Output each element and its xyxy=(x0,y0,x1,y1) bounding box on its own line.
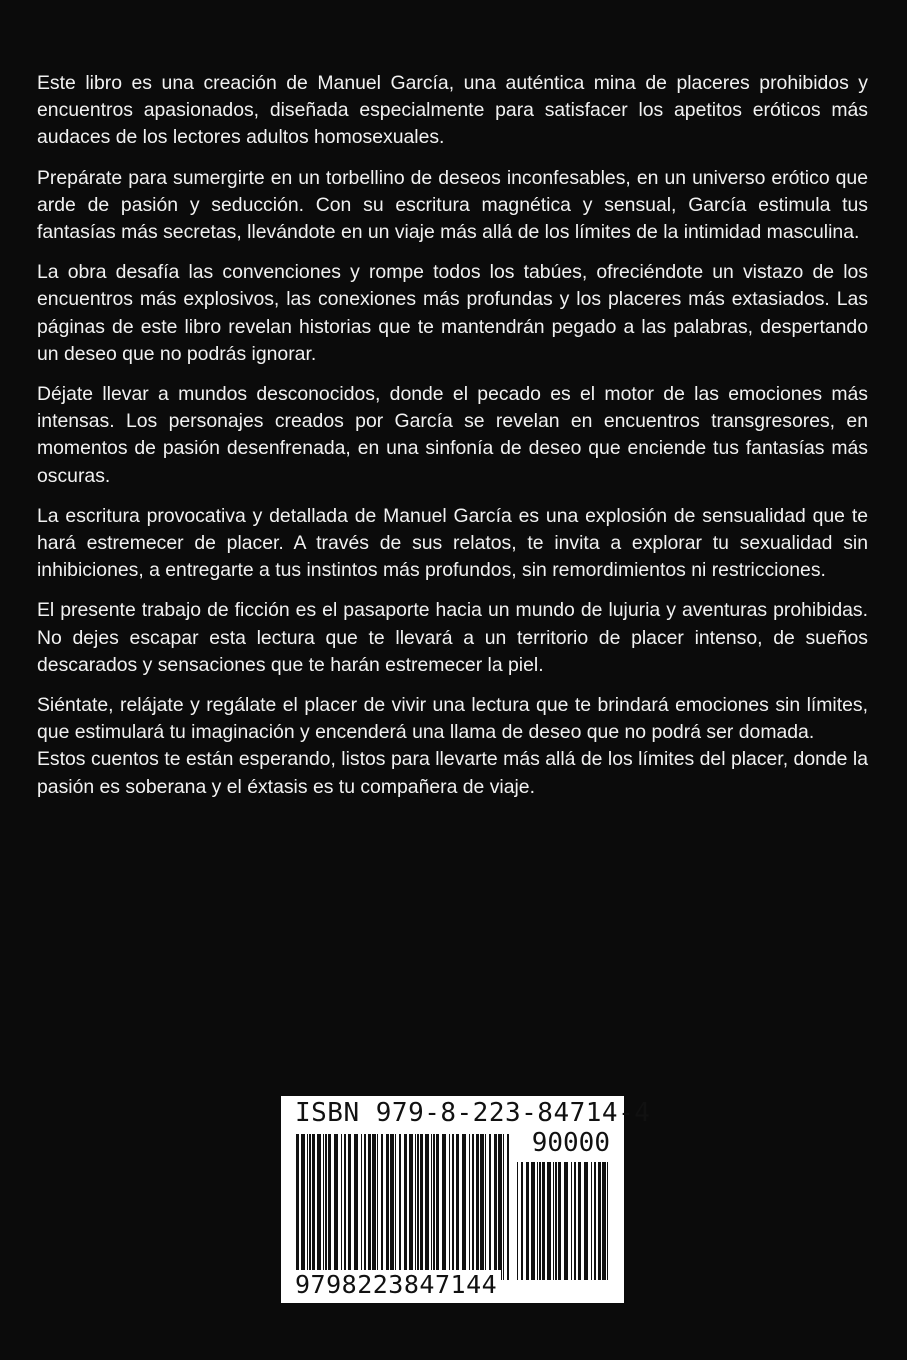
barcode-bar xyxy=(431,1134,432,1280)
blurb-paragraph-1: Este libro es una creación de Manuel García, una auténtica mina de placeres prohibidos y encuentros apasionados, diseñada especialmente para satisfacer los apetitos eróticos más audaces de los lectores adultos homosexuales. xyxy=(37,72,868,149)
barcode-bar xyxy=(390,1134,394,1280)
barcode-bar xyxy=(415,1134,416,1280)
barcode-bar xyxy=(494,1134,497,1280)
blurb-paragraph-6: El presente trabajo de ficción es el pasaporte hacia un mundo de lujuria y aventuras prohibidas. No dejes escapar esta lectura que te llevará a un territorio de placer intenso, de sueños descarados y sensaciones que te harán estremecer la piel. xyxy=(37,599,868,676)
barcode-bar xyxy=(377,1134,378,1280)
barcode-bar xyxy=(526,1162,529,1280)
barcode-bar xyxy=(555,1162,557,1280)
barcode-bar xyxy=(449,1134,450,1280)
blurb-paragraph-5: La escritura provocativa y detallada de Manuel García es una explosión de sensualidad que te hará estremecer de placer. A través de sus relatos, te invita a explorar tu sexualidad sin inhibiciones, a entregarte a tus instintos más profundos, sin remordimientos ni restricciones. xyxy=(37,504,868,582)
barcode-bar xyxy=(507,1134,509,1280)
isbn-label: ISBN 979-8-223-84714-4 xyxy=(295,1098,651,1128)
barcode-bar xyxy=(309,1134,311,1280)
barcode-bar xyxy=(312,1134,315,1280)
barcode-bar xyxy=(584,1162,588,1280)
barcode-bar xyxy=(452,1134,454,1280)
barcode-bar xyxy=(578,1162,581,1280)
barcode-bar xyxy=(301,1134,305,1280)
barcode-bar xyxy=(591,1162,592,1280)
barcode-bar xyxy=(368,1134,371,1280)
barcode-bar xyxy=(425,1134,429,1280)
barcode-bar xyxy=(399,1134,401,1280)
barcode-bar xyxy=(558,1162,561,1280)
barcode-bar xyxy=(498,1134,502,1280)
barcode-bar xyxy=(476,1134,479,1280)
barcode-bar xyxy=(348,1134,351,1280)
barcode-bar xyxy=(442,1134,446,1280)
barcode-bar xyxy=(531,1162,535,1280)
barcode-bar xyxy=(503,1134,504,1280)
barcode-bar xyxy=(521,1162,523,1280)
barcode-bar xyxy=(354,1134,358,1280)
ean-barcode-bars xyxy=(296,1134,510,1280)
barcode-bar xyxy=(328,1134,331,1280)
barcode-bar xyxy=(323,1134,324,1280)
barcode-bar xyxy=(462,1134,466,1280)
barcode-bar xyxy=(489,1134,491,1280)
ean-digits: 9798223847144 xyxy=(295,1270,501,1299)
barcode-bar xyxy=(386,1134,389,1280)
barcode-bar xyxy=(364,1134,366,1280)
barcode-bar xyxy=(433,1134,435,1280)
barcode-bar xyxy=(542,1162,545,1280)
barcode-bar xyxy=(381,1134,383,1280)
barcode-bar xyxy=(485,1134,486,1280)
barcode-bar xyxy=(456,1134,459,1280)
barcode-bar xyxy=(409,1134,413,1280)
barcode-bar xyxy=(594,1162,596,1280)
back-cover-blurb xyxy=(37,70,868,814)
barcode-bar xyxy=(571,1162,572,1280)
barcode-bar xyxy=(472,1134,474,1280)
isbn-barcode xyxy=(281,1096,651,1303)
barcode-bar xyxy=(574,1162,576,1280)
barcode-bar xyxy=(607,1162,608,1280)
barcode-bar xyxy=(539,1162,541,1280)
price-code: 90000 xyxy=(531,1128,610,1158)
blurb-paragraph-7: Siéntate, relájate y regálate el placer de vivir una lectura que te brindará emociones sin límites, que estimulará tu imaginación y encenderá una llama de deseo que no podrá ser domada. xyxy=(37,694,868,744)
barcode-bar xyxy=(334,1134,338,1280)
barcode-bar xyxy=(602,1162,606,1280)
barcode-bar xyxy=(307,1134,308,1280)
blurb-paragraph-3: La obra desafía las convenciones y rompe todos los tabúes, ofreciéndote un vistazo de los encuentros más explosivos, las conexiones más profundas y los placeres más extasiados. Las páginas de este libro revelan historias que te mantendrán pegado a las palabras, despertando un deseo que no podrás ignorar. xyxy=(37,261,868,365)
barcode-bar xyxy=(480,1134,484,1280)
barcode-bar xyxy=(404,1134,407,1280)
barcode-bar xyxy=(547,1162,551,1280)
barcode-bar xyxy=(344,1134,346,1280)
barcode-bar xyxy=(420,1134,423,1280)
barcode-bar xyxy=(537,1162,538,1280)
blurb-paragraph-2: Prepárate para sumergirte en un torbellino de deseos inconfesables, en un universo erótico que arde de pasión y seducción. Con su escritura magnética y sensual, García estimula tus fantasías más secretas, llevándote en un viaje más allá de los límites de la intimidad masculina. xyxy=(37,166,868,244)
barcode-bar xyxy=(517,1162,518,1280)
barcode-bar xyxy=(564,1162,568,1280)
barcode-bar xyxy=(325,1134,327,1280)
barcode-bar xyxy=(361,1134,362,1280)
barcode-bar xyxy=(436,1134,439,1280)
barcode-bar xyxy=(317,1134,321,1280)
blurb-paragraph-8: Estos cuentos te están esperando, listos para llevarte más allá de los límites del placer, donde la pasión es soberana y el éxtasis es tu compañera de viaje. xyxy=(37,748,868,798)
barcode-bar xyxy=(296,1134,299,1280)
barcode-bar xyxy=(341,1134,342,1280)
barcode-bar xyxy=(372,1134,376,1280)
blurb-paragraph-4: Déjate llevar a mundos desconocidos, donde el pecado es el motor de las emociones más intensas. Los personajes creados por García se revelan en encuentros transgresores, en momentos de pasión desenfrenada, en una sinfonía de deseo que enciende tus fantasías más oscuras. xyxy=(37,383,868,487)
barcode-bar xyxy=(395,1134,396,1280)
addon-barcode-bars xyxy=(517,1162,611,1280)
barcode-bar xyxy=(469,1134,470,1280)
barcode-bar xyxy=(553,1162,554,1280)
barcode-bar xyxy=(417,1134,419,1280)
barcode-bar xyxy=(598,1162,601,1280)
